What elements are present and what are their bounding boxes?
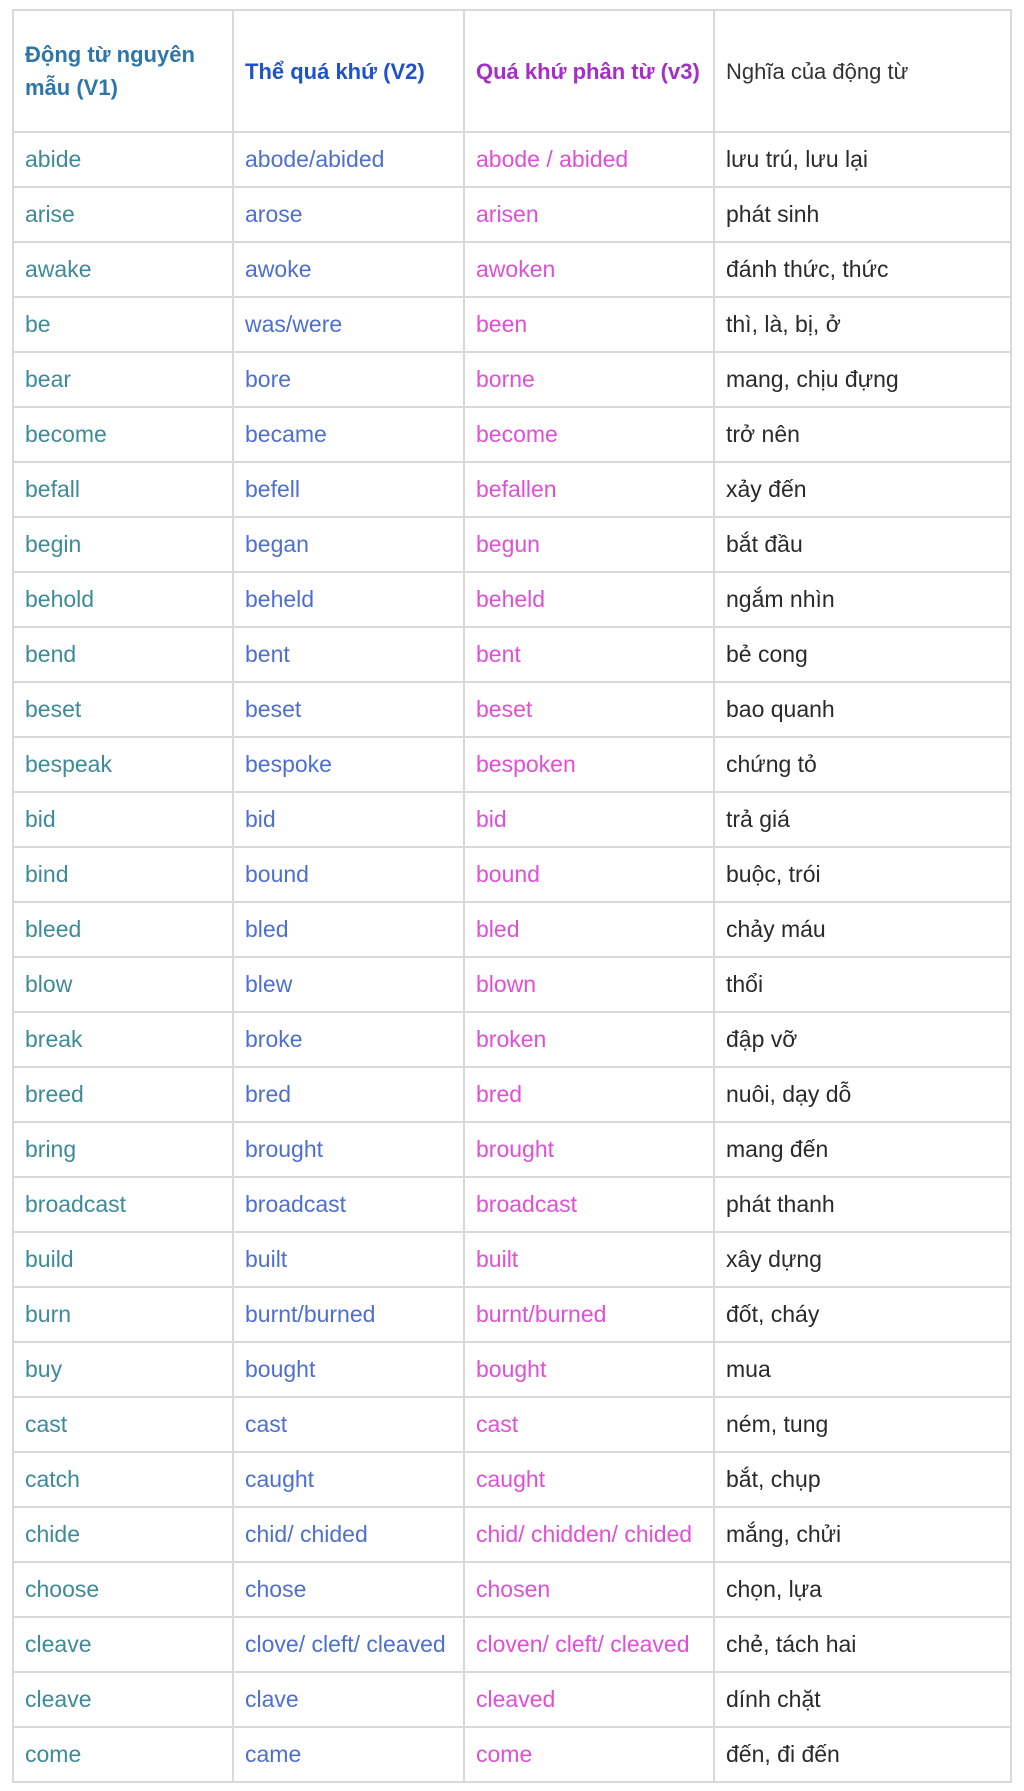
cell-meaning: nuôi, dạy dỗ [715, 1068, 1012, 1123]
header-v3: Quá khứ phân từ (v3) [465, 11, 715, 133]
cell-v3: bid [465, 793, 715, 848]
cell-v3: awoken [465, 243, 715, 298]
cell-meaning: thì, là, bị, ở [715, 298, 1012, 353]
cell-v1: chide [14, 1508, 234, 1563]
cell-v1: bleed [14, 903, 234, 958]
cell-v2: bred [234, 1068, 465, 1123]
cell-meaning: xảy đến [715, 463, 1012, 518]
table-row [14, 1013, 1012, 1068]
cell-meaning: mắng, chửi [715, 1508, 1012, 1563]
cell-v1: bend [14, 628, 234, 683]
cell-v3: bound [465, 848, 715, 903]
cell-v1: become [14, 408, 234, 463]
cell-v2: was/were [234, 298, 465, 353]
table-row [14, 848, 1012, 903]
cell-v2: brought [234, 1123, 465, 1178]
table-row [14, 958, 1012, 1013]
cell-v1: bear [14, 353, 234, 408]
cell-meaning: phát thanh [715, 1178, 1012, 1233]
table-row [14, 1618, 1012, 1673]
cell-v1: be [14, 298, 234, 353]
cell-v2: abode/abided [234, 133, 465, 188]
table-row [14, 1343, 1012, 1398]
table-row [14, 408, 1012, 463]
cell-v2: chid/ chided [234, 1508, 465, 1563]
table-row [14, 1508, 1012, 1563]
cell-v1: cleave [14, 1673, 234, 1728]
table-row [14, 1673, 1012, 1728]
cell-v2: bent [234, 628, 465, 683]
cell-meaning: mang đến [715, 1123, 1012, 1178]
cell-v2: arose [234, 188, 465, 243]
cell-v2: bled [234, 903, 465, 958]
table-row [14, 1233, 1012, 1288]
table-row [14, 1178, 1012, 1233]
cell-v1: bind [14, 848, 234, 903]
cell-v2: broadcast [234, 1178, 465, 1233]
cell-v3: broken [465, 1013, 715, 1068]
table-body [14, 133, 1012, 1783]
cell-meaning: phát sinh [715, 188, 1012, 243]
table-row [14, 353, 1012, 408]
cell-meaning: bao quanh [715, 683, 1012, 738]
cell-v2: blew [234, 958, 465, 1013]
cell-v1: arise [14, 188, 234, 243]
cell-v2: cast [234, 1398, 465, 1453]
cell-v1: catch [14, 1453, 234, 1508]
irregular-verbs-table [12, 9, 1012, 1783]
cell-v1: bespeak [14, 738, 234, 793]
cell-v1: burn [14, 1288, 234, 1343]
cell-v3: beheld [465, 573, 715, 628]
table-row [14, 1123, 1012, 1178]
cell-v1: breed [14, 1068, 234, 1123]
cell-v2: chose [234, 1563, 465, 1618]
cell-meaning: ném, tung [715, 1398, 1012, 1453]
cell-v2: clove/ cleft/ cleaved [234, 1618, 465, 1673]
cell-v1: come [14, 1728, 234, 1783]
cell-v1: bring [14, 1123, 234, 1178]
table-row [14, 683, 1012, 738]
cell-meaning: lưu trú, lưu lại [715, 133, 1012, 188]
cell-v3: begun [465, 518, 715, 573]
cell-v3: cleaved [465, 1673, 715, 1728]
cell-v3: come [465, 1728, 715, 1783]
cell-v2: bore [234, 353, 465, 408]
cell-v2: befell [234, 463, 465, 518]
cell-v2: became [234, 408, 465, 463]
cell-v3: cast [465, 1398, 715, 1453]
cell-meaning: mang, chịu đựng [715, 353, 1012, 408]
table-row [14, 133, 1012, 188]
table-row [14, 738, 1012, 793]
table-row [14, 243, 1012, 298]
cell-v1: cleave [14, 1618, 234, 1673]
cell-v2: bound [234, 848, 465, 903]
cell-v1: blow [14, 958, 234, 1013]
cell-meaning: đập vỡ [715, 1013, 1012, 1068]
cell-v3: cloven/ cleft/ cleaved [465, 1618, 715, 1673]
cell-v2: came [234, 1728, 465, 1783]
cell-v2: bespoke [234, 738, 465, 793]
cell-v2: beset [234, 683, 465, 738]
cell-v1: broadcast [14, 1178, 234, 1233]
cell-v2: broke [234, 1013, 465, 1068]
cell-v3: befallen [465, 463, 715, 518]
cell-v3: blown [465, 958, 715, 1013]
irregular-verbs-table-container [12, 9, 1010, 1783]
cell-meaning: buộc, trói [715, 848, 1012, 903]
cell-meaning: dính chặt [715, 1673, 1012, 1728]
table-row [14, 903, 1012, 958]
cell-v1: bid [14, 793, 234, 848]
cell-meaning: thổi [715, 958, 1012, 1013]
cell-v2: caught [234, 1453, 465, 1508]
cell-v2: bought [234, 1343, 465, 1398]
cell-meaning: ngắm nhìn [715, 573, 1012, 628]
table-row [14, 1288, 1012, 1343]
cell-v3: abode / abided [465, 133, 715, 188]
table-row [14, 1728, 1012, 1783]
cell-v1: befall [14, 463, 234, 518]
table-row [14, 188, 1012, 243]
cell-v3: bespoken [465, 738, 715, 793]
cell-v1: beset [14, 683, 234, 738]
cell-v2: awoke [234, 243, 465, 298]
cell-v3: been [465, 298, 715, 353]
table-row [14, 573, 1012, 628]
cell-meaning: đốt, cháy [715, 1288, 1012, 1343]
cell-v2: burnt/burned [234, 1288, 465, 1343]
cell-v1: behold [14, 573, 234, 628]
cell-meaning: chảy máu [715, 903, 1012, 958]
table-row [14, 628, 1012, 683]
table-row [14, 518, 1012, 573]
cell-v2: bid [234, 793, 465, 848]
cell-v3: bled [465, 903, 715, 958]
cropped-caption-strip [0, 0, 1024, 8]
cell-v1: begin [14, 518, 234, 573]
cell-meaning: đánh thức, thức [715, 243, 1012, 298]
cell-meaning: trở nên [715, 408, 1012, 463]
table-row [14, 298, 1012, 353]
cell-v3: broadcast [465, 1178, 715, 1233]
cell-v2: built [234, 1233, 465, 1288]
table-row [14, 1453, 1012, 1508]
table-header [14, 11, 1012, 133]
cell-meaning: bắt đầu [715, 518, 1012, 573]
cell-v2: beheld [234, 573, 465, 628]
cell-meaning: bắt, chụp [715, 1453, 1012, 1508]
cell-v3: borne [465, 353, 715, 408]
cell-meaning: bẻ cong [715, 628, 1012, 683]
cell-v1: buy [14, 1343, 234, 1398]
cell-v3: chid/ chidden/ chided [465, 1508, 715, 1563]
header-meaning: Nghĩa của động từ [715, 11, 1012, 133]
cell-v3: arisen [465, 188, 715, 243]
cell-v3: caught [465, 1453, 715, 1508]
cell-v2: clave [234, 1673, 465, 1728]
cell-v1: choose [14, 1563, 234, 1618]
cell-meaning: xây dựng [715, 1233, 1012, 1288]
header-v1: Động từ nguyên mẫu (V1) [14, 11, 234, 133]
cell-v1: break [14, 1013, 234, 1068]
table-row [14, 1563, 1012, 1618]
table-row [14, 1068, 1012, 1123]
cell-meaning: chọn, lựa [715, 1563, 1012, 1618]
header-row [14, 11, 1012, 133]
cell-v3: beset [465, 683, 715, 738]
cell-v2: began [234, 518, 465, 573]
cell-meaning: trả giá [715, 793, 1012, 848]
cell-v3: bought [465, 1343, 715, 1398]
cell-meaning: chẻ, tách hai [715, 1618, 1012, 1673]
cell-meaning: đến, đi đến [715, 1728, 1012, 1783]
cell-v1: build [14, 1233, 234, 1288]
table-row [14, 1398, 1012, 1453]
cell-v1: cast [14, 1398, 234, 1453]
cell-v3: bent [465, 628, 715, 683]
cell-meaning: chứng tỏ [715, 738, 1012, 793]
cell-v3: chosen [465, 1563, 715, 1618]
cell-v3: become [465, 408, 715, 463]
cell-v1: awake [14, 243, 234, 298]
cell-v3: bred [465, 1068, 715, 1123]
cell-meaning: mua [715, 1343, 1012, 1398]
cell-v1: abide [14, 133, 234, 188]
table-row [14, 793, 1012, 848]
cell-v3: burnt/burned [465, 1288, 715, 1343]
header-v2: Thể quá khứ (V2) [234, 11, 465, 133]
cell-v3: built [465, 1233, 715, 1288]
table-row [14, 463, 1012, 518]
cell-v3: brought [465, 1123, 715, 1178]
